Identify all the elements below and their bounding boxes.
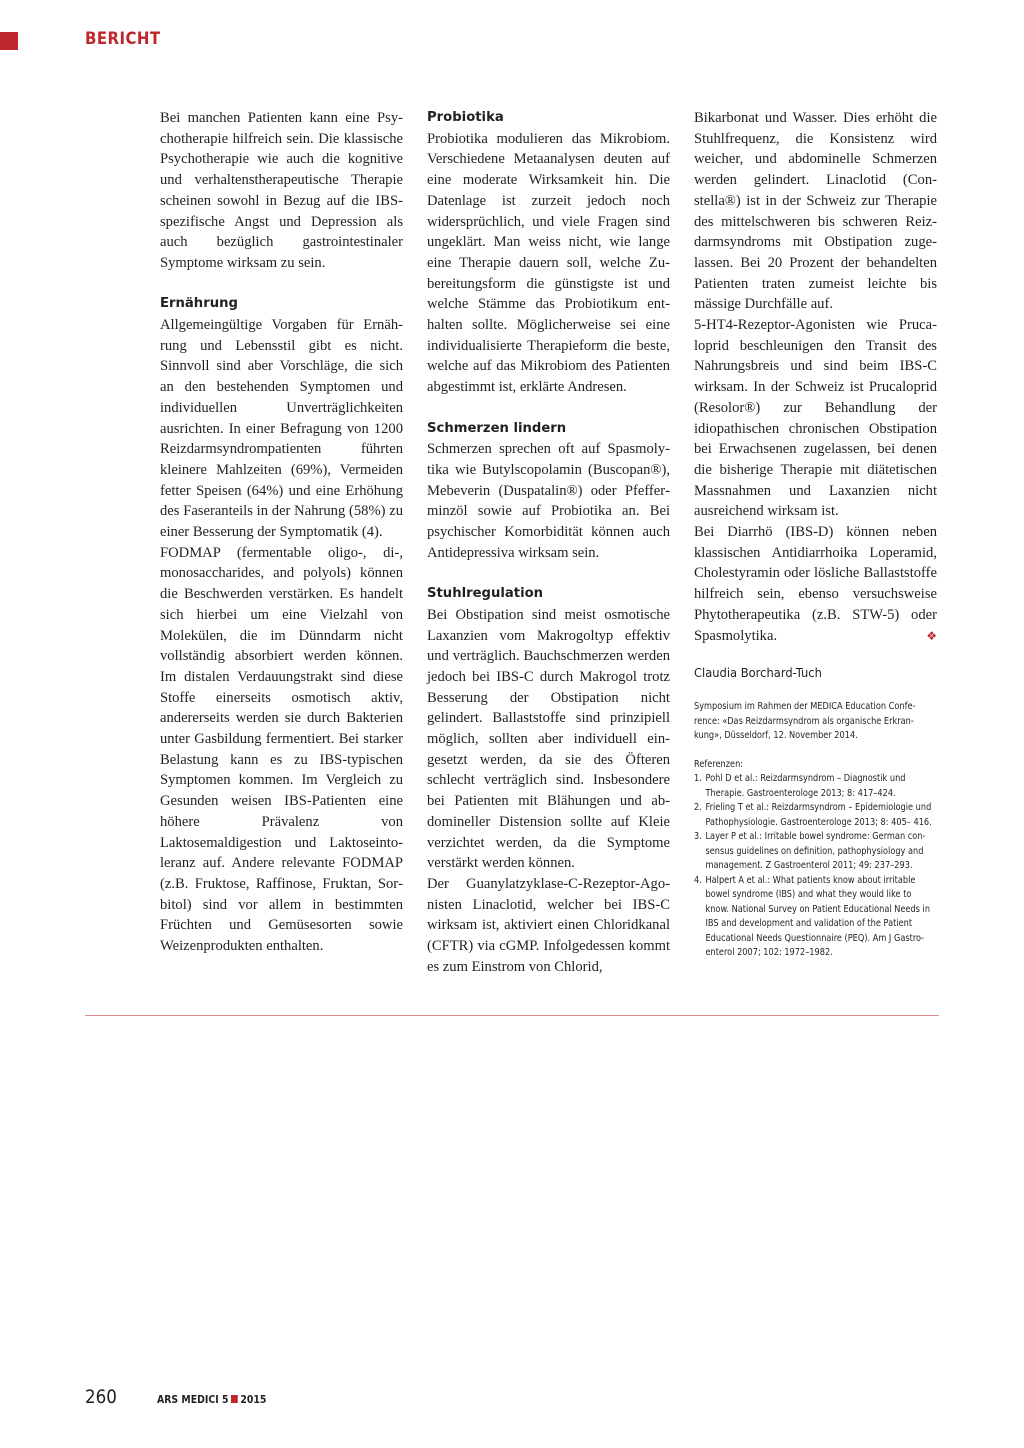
- references-list: [694, 772, 937, 961]
- paragraph-diarrhoe-text: Bei Diarrhö (IBS-D) können neben klassischen Antidiarrhoika Loperamid, Cholestyramin oder lösliche Ballaststoffe hilfreich sein, ebenso versuchsweise Phytotherapeutika (z.B. STW-5) oder Spasmolytika.: [694, 524, 937, 644]
- references-title: Referenzen:: [694, 758, 744, 770]
- reference-item: 1. Pohl D et al.: Reizdarmsyndrom – Diagnostik und Therapie. Gastroenterologe 2013; 8: 417–424.: [694, 773, 906, 799]
- author-name: Claudia Borchard-Tuch: [694, 665, 822, 681]
- reference-item: 2. Frieling T et al.: Reizdarmsyndrom – Epidemiologie und Pathophysiologie. Gastroenterologe 2013; 8: 405– 416.: [694, 802, 932, 828]
- paragraph-psychotherapie: Bei manchen Patienten kann eine Psychotherapie hilfreich sein. Die klassische Psychotherapie wie auch die kognitive und verhaltenstherapeutische Therapie scheinen sowohl in Bezug auf die IBS-spezifische Angst und Depression als auch bezüglich gastrointestinaler Symptome wirksam zu sein.: [160, 110, 403, 271]
- column-3: [694, 108, 937, 961]
- sources-block: [694, 700, 937, 961]
- reference-item: 4. Halpert A et al.: What patients know about irritable bowel syndrome (IBS) and what they would like to know. National Survey on Patient Educational Needs in IBS and development and validation of the Patient Educational Needs Questionnaire (PEQ). Am J Gastroenterol 2007; 102: 1972–1982.: [694, 874, 931, 959]
- paragraph-prucaloprid: 5-HT4-Rezeptor-Agonisten wie Prucaloprid beschleunigen den Transit des Nahrungsbreis und sind beim IBS-C wirksam. In der Schweiz ist Prucaloprid (Resolor®) zur Behandlung der idiopathischen chronischen Obstipation bei Erwachsenen zugelassen, bei denen die bisherige Therapie mit diätetischen Massnahmen und Laxanzien nicht ausreichend wirksam ist.: [694, 317, 937, 520]
- paragraph-linaclotid: Der Guanylatzyklase-C-Rezeptor-Agonisten Linaclotid, welcher bei IBS-C wirksam ist, aktiviert einen Chloridkanal (CFTR) via cGMP. Infolgedessen kommt es zum Einstrom von Chlorid,: [427, 875, 670, 975]
- symposium-note: Symposium im Rahmen der MEDICA Education Conference: «Das Reizdarmsyndrom als organische Erkrankung», Düsseldorf, 12. November 2014.: [694, 701, 916, 742]
- paragraph-schmerzen: Schmerzen sprechen oft auf Spasmolytika wie Butylscopolamin (Buscopan®), Mebeverin (Duspatalin®) oder Pfefferminzöl sowie auf Probiotika an. Bei psychischer Komorbidität können auch Antidepressiva wirksam sein.: [427, 441, 670, 561]
- paragraph-obstipation: Bei Obstipation sind meist osmotische Laxanzien vom Makrogoltyp effektiv und verträglich. Bauchschmerzen werden jedoch bei IBS-C durch Makrogol trotz Besserung der Obstipation nicht gelindert. Ballaststoffe sind prinzipiell möglich, sollten aber individuell eingesetzt werden, da sie des Öfteren schlecht verträglich sind. Insbesondere bei Patienten mit Blähungen und abdomineller Distension sollte auf Kleie verzichtet werden, da die Symptome verstärkt werden können.: [427, 606, 670, 872]
- heading-ernaehrung: Ernährung: [160, 296, 238, 312]
- column-2: [427, 108, 670, 978]
- column-1: [160, 108, 403, 957]
- heading-schmerzen: Schmerzen lindern: [427, 420, 567, 436]
- corner-marker: [0, 32, 18, 50]
- heading-probiotika: Probiotika: [427, 110, 504, 125]
- paragraph-bikarbonat: Bikarbonat und Wasser. Dies erhöht die Stuhlfrequenz, die Konsistenz wird weicher, und abdominelle Schmerzen werden gelindert. Linaclotid (Constella®) ist in der Schweiz zur Therapie des mittelschweren bis schweren Reizdarmsyndroms mit Obstipation zugelassen. Bei 20 Prozent der behandelten Patienten traten zumeist leichte bis mässige Durchfälle auf.: [694, 110, 937, 313]
- page-footer: [85, 1386, 267, 1410]
- publication-info: [157, 1393, 266, 1406]
- bottom-divider: [85, 1015, 939, 1016]
- section-label: BERICHT: [85, 29, 161, 49]
- paragraph-diarrhoe: [694, 522, 937, 646]
- paragraph-fodmap: FODMAP (fermentable oligo-, di-, monosaccharides, and polyols) können die Beschwerden verstärken. Es handelt sich hierbei um eine Vielzahl von Molekülen, die im Dünndarm nicht vollständig absorbiert werden können. Im distalen Verdauungstrakt sind diese Stoffe einerseits osmotisch aktiv, andererseits werden sie durch Bakterien unter Gasbildung fermentiert. Bei starker Belastung kann es zu IBS-typischen Symptomen kommen. Im Vergleich zu Gesunden weisen IBS-Patienten eine höhere Prävalenz von Laktosemaldigestion und Laktoseintoleranz auf. Andere relevante FODMAP (z.B. Fruktose, Raffinose, Fruktan, Sorbitol) sind vor allem in bestimmten Früchten und Gemüsesorten sowie Weizenprodukten enthalten.: [160, 544, 403, 955]
- page-number: 260: [85, 1386, 117, 1408]
- publication-name: ARS MEDICI 5: [157, 1393, 229, 1406]
- paragraph-probiotika: Probiotika modulieren das Mikrobiom. Verschiedene Metaanalysen deuten auf eine moderate Wirksamkeit hin. Die Datenlage ist zurzeit jedoch noch widersprüchlich, und viele Fragen sind ungeklärt. Man weiss nicht, wie lange eine Therapie dauern soll, welche Zubereitungsform die günstigste ist und welche Stämme das Probiotikum enthalten sollte. Möglicherweise sei eine individualisierte Therapieform die beste, welche auf das Mikrobiom des Patienten abgestimmt ist, erklärte Andresen.: [427, 130, 670, 396]
- paragraph-ernaehrung: Allgemeingültige Vorgaben für Ernährung und Lebensstil gibt es nicht. Sinnvoll sind aber Vorschläge, die sich an den bestehenden Symptomen und individuellen Unverträglichkeiten ausrichten. In einer Befragung von 1200 Reizdarmsyndrompatienten führten kleinere Mahlzeiten (69%), Vermeiden fetter Speisen (64%) und eine Erhöhung des Faseranteils in der Nahrung (58%) zu einer Besserung der Symptomatik (4).: [160, 317, 403, 541]
- heading-stuhlregulation: Stuhlregulation: [427, 586, 544, 602]
- reference-item: 3. Layer P et al.: Irritable bowel syndrome: German consensus guidelines on definition, pathophysiology and management. Z Gastroenterol 2011; 49: 237–293.: [694, 831, 926, 872]
- separator-square: [231, 1395, 238, 1403]
- end-of-article-icon: ❖: [926, 628, 937, 643]
- publication-year: 2015: [240, 1393, 267, 1406]
